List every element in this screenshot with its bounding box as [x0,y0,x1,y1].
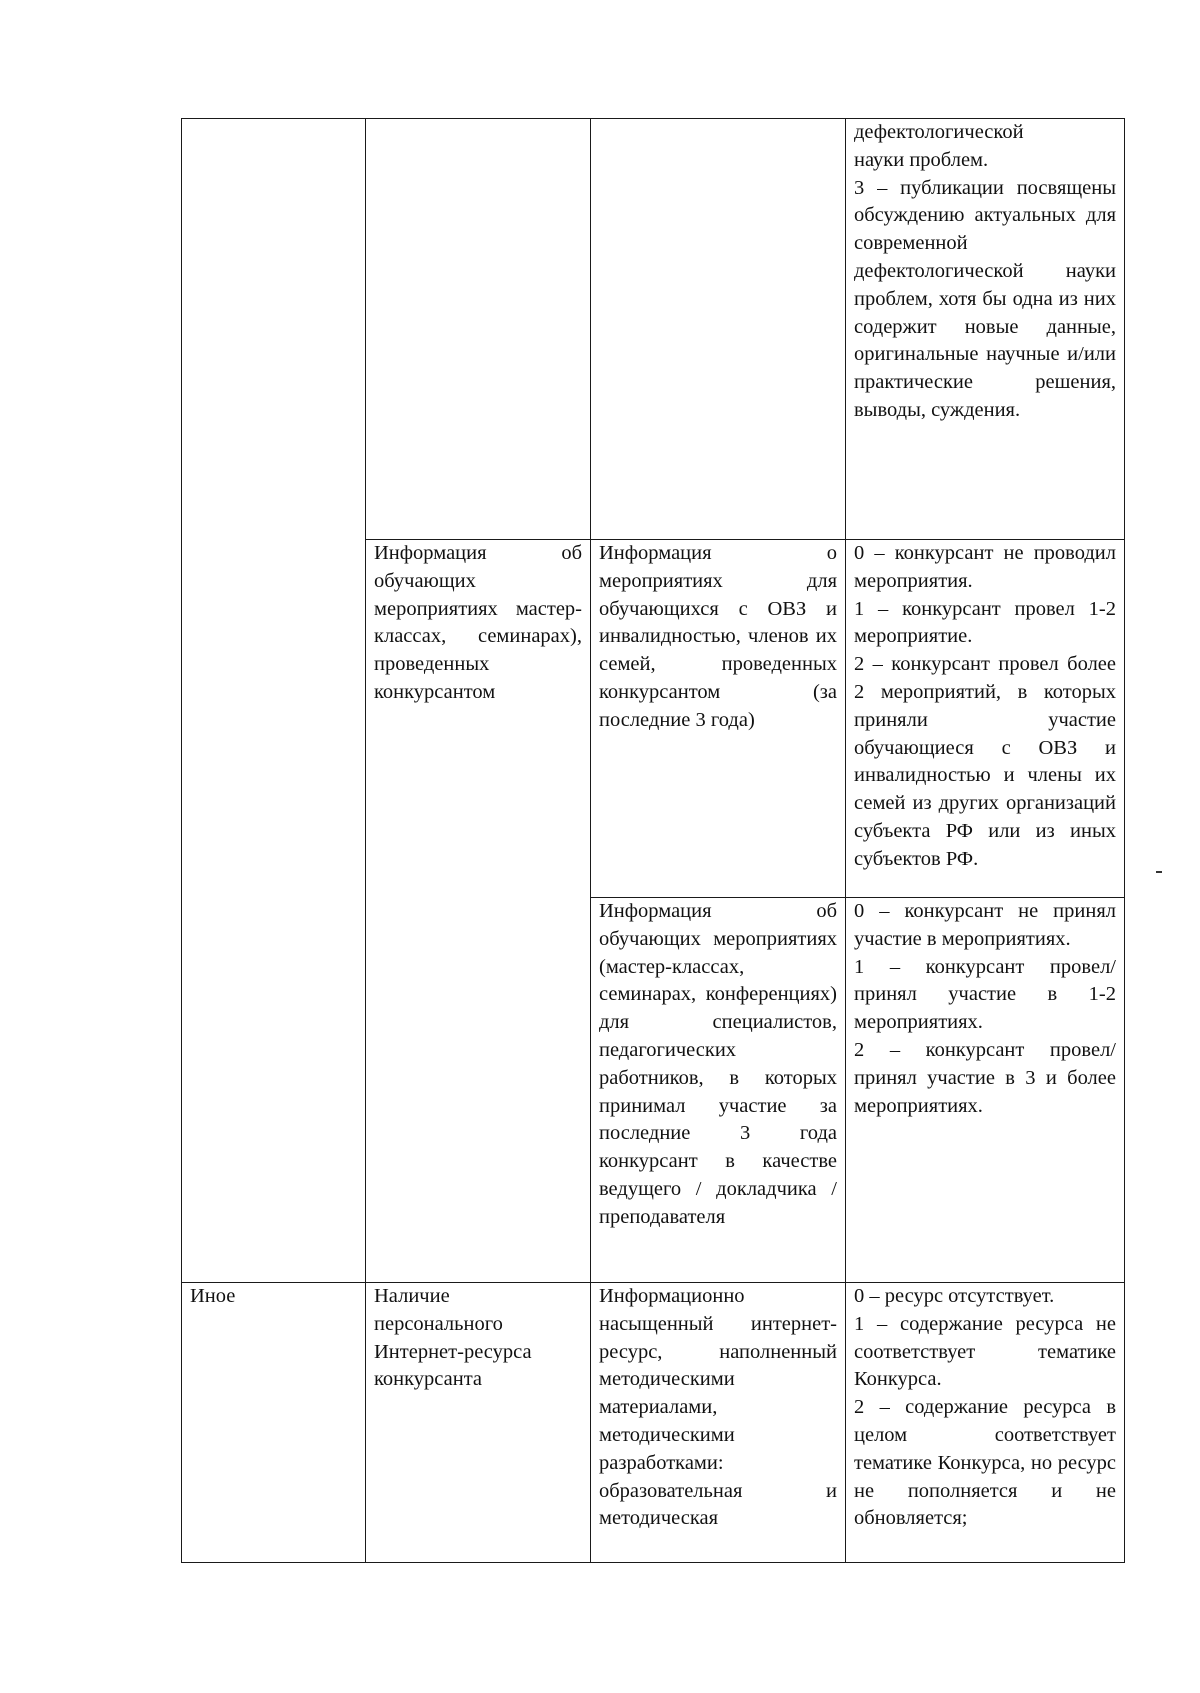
criteria-text: 0 – конкурсант не проводил мероприятия. 1 – конкурсант провел 1-2 мероприятие. 2 – конкурсант провел более 2 мероприятий, в которых приняли участие обучающиеся с ОВЗ и инвалидностью и члены их семей из других организаций субъекта РФ или из иных субъектов РФ. [854,542,1116,870]
indicator-text: Наличие персонального Интернет-ресурса конкурсанта [374,1285,532,1391]
table-cell [182,1283,366,1563]
table-cell [366,119,591,540]
criteria-text: дефектологической науки проблем. 3 – публикации посвящены обсуждению актуальных для современной дефектологической науки проблем, хотя бы одна из них содержит новые данные, оригинальные научные и/или практические решения, выводы, суждения. [854,121,1116,421]
description-text: Информационно насыщенный интернет-ресурс, наполненный методическими материалами, методическими разработками: образовательная и методическая [599,1285,837,1530]
indicator-text: Информация об обучающих мероприятиях мастер-классах, семинарах), проведенных конкурсантом [374,542,582,703]
criteria-text: 0 – ресурс отсутствует. 1 – содержание ресурса не соответствует тематике Конкурса. 2 – содержание ресурса в целом соответствует тематике Конкурса, но ресурс не пополняется и не обновляется; [854,1285,1116,1530]
criteria-table [181,118,1125,1563]
table-cell [366,1283,591,1563]
table-cell [846,898,1125,1283]
table-cell [591,119,846,540]
table-cell [591,898,846,1283]
section-text: Иное [190,1285,236,1307]
table-cell [846,119,1125,540]
table-cell [182,119,366,1283]
scan-mark [1156,871,1162,873]
table-cell [591,1283,846,1563]
description-text: Информация о мероприятиях для обучающихся с ОВЗ и инвалидностью, членов их семей, проведенных конкурсантом (за последние 3 года) [599,542,837,731]
description-text: Информация об обучающих мероприятиях (мастер-классах, семинарах, конференциях) для специалистов, педагогических работников, в которых принимал участие за последние 3 года конкурсант в качестве ведущего / докладчика / преподавателя [599,900,837,1228]
table-row [182,1283,1125,1563]
table-cell [366,540,591,1283]
table-cell [591,540,846,898]
table-cell [846,1283,1125,1563]
criteria-text: 0 – конкурсант не принял участие в мероприятиях. 1 – конкурсант провел/ принял участие в 1-2 мероприятиях. 2 – конкурсант провел/ принял участие в 3 и более мероприятиях. [854,900,1116,1117]
table-cell [846,540,1125,898]
table-row [182,119,1125,540]
